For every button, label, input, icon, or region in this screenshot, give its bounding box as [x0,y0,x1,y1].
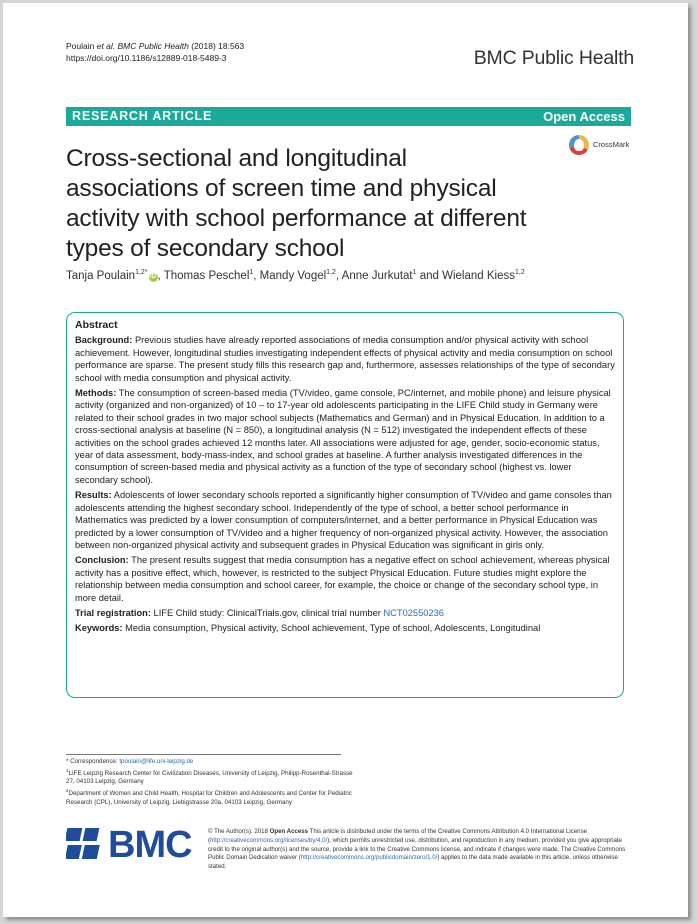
affiliation-number: 2 [66,787,69,793]
citation-line [66,40,244,52]
author-separator: , [253,269,260,282]
journal-name: BMC Public Health [473,47,634,69]
footnote-divider [66,754,341,755]
author[interactable] [342,270,417,282]
affiliation-number: 1 [66,767,69,773]
doi-link[interactable]: https://doi.org/10.1186/s12889-018-5489-3 [66,53,227,63]
abstract-conclusion [75,554,615,604]
author-list [66,269,525,282]
open-access-label: Open Access [543,109,625,124]
author-affiliation: 1 [412,269,417,276]
abstract-trial-registration [75,607,615,619]
correspondence [66,758,356,767]
author-separator: , [335,269,342,282]
section-text: Media consumption, Physical activity, School achievement, Type of school, Adolescents, Longitudinal [125,623,541,634]
author[interactable] [442,270,525,282]
author-affiliation: 1,2 [326,269,336,276]
affiliation-text: LIFE Leipzig Research Center for Civilization Diseases, University of Leipzig, Philipp-Rosenthal-Strasse 27, 04103 Leipzig, Germany [66,769,353,786]
author-name: Tanja Poulain [66,269,136,282]
author-affiliation: 1,2 [515,269,525,276]
license-text-part: ) applies to the data made available in this article, unless otherwise stated. [208,854,618,871]
section-text: LIFE Child study: ClinicalTrials.gov, clinical trial number [153,607,384,618]
section-label: Background: [75,335,133,346]
author[interactable] [260,270,336,282]
bmc-logo-icon [66,825,106,865]
license-text-part: This article is distributed under the terms of the Creative Commons Attribution 4.0 International License ( [208,828,588,844]
crossmark-icon [569,135,589,155]
footnotes [66,758,356,807]
public-domain-url-link[interactable]: http://creativecommons.org/publicdomain/zero/1.0/ [300,854,438,862]
license-text-part: ), which permits unrestricted use, distribution, and reproduction in any medium, provided you give appropriate credit to the original author(s) and the source, provide a link to the Creative Commons license, and indicate if changes were made. The Creative Commons Public Domain Dedication waiver ( [208,836,626,862]
citation-journal: et al. BMC Public Health [96,41,189,51]
correspondence-email-link[interactable]: tpoulain@life.uni-leipzig.de [119,758,194,765]
section-text: Previous studies have already reported associations of media consumption and/or physical activity with school achievement. However, longitudinal studies investigating independent effects of physical activity and media consumption on school performance are sparse. The present study fills this research gap and, furthermore, assesses relationships of the type of secondary school with media consumption and physical activity. [75,335,615,383]
affiliation-1 [66,767,356,787]
citation-authors: Poulain [66,41,97,51]
author-affiliation: 1,2* [135,269,148,276]
abstract-background [75,334,615,384]
open-access-bold: Open Access [269,828,309,835]
bmc-logo-text: BMC [108,824,192,866]
author-name: Wieland Kiess [442,269,515,282]
abstract-box [66,312,624,698]
article-type-label: RESEARCH ARTICLE [72,109,213,123]
correspondence-label: * Correspondence: [66,758,120,765]
abstract-results [75,489,615,551]
license-url-link[interactable]: http://creativecommons.org/licenses/by/4.0/ [210,836,328,844]
author-affiliation: 1 [249,269,254,276]
author[interactable] [164,270,254,282]
author-separator: , [157,269,164,282]
article-type-band [66,107,631,126]
citation-volume: (2018) 18:563 [188,41,245,51]
author-name: Mandy Vogel [259,269,327,282]
affiliation-2 [66,787,356,807]
abstract-methods [75,387,615,486]
citation-header [66,40,244,64]
section-label: Trial registration: [75,607,151,618]
abstract-keywords [75,622,615,634]
orcid-icon[interactable]: iD [150,273,157,280]
section-label: Results: [75,490,112,501]
affiliation-text: Department of Women and Child Health, Hospital for Children and Adolescents and Center for Pediatric Research (CPL), University of Leipzig, Liebigstrasse 20a, 04103 Leipzig, Germany [66,789,352,806]
section-label: Methods: [75,388,117,399]
article-first-page [3,3,688,917]
section-label: Keywords: [75,623,123,634]
section-text: Adolescents of lower secondary schools reported a significantly higher consumption of TV/video and game consoles than adolescents attending the highest secondary school. Independently of the type of school, a better school performance in Mathematics was predicted by a lower consumption of computers/internet, and a better performance in Physical Education was predicted by a lower consumption of TV/video and a higher frequency of non-organized physical activity. However, the association between non-organized physical activity and subsequent grades in Physical Education was significant in girls only. [75,490,612,550]
section-text: The consumption of screen-based media (TV/video, game console, PC/internet, and mobile phone) and leisure physical activity (organized and non-organized) of 10 – to 17-year old adolescents participating in the LIFE Child study in Germany were related to their school grades in two major school subjects (Mathematics and German) and in Physical Education. In addition to a cross-sectional analysis at baseline (N = 850), a longitudinal analysis (N = 512) investigated the independent effects of these activities on the school grades achieved 12 months later. All associations were adjusted for age, gender, socio-economic status, year of data assessment, body-mass-index, and school grades at baseline. A further analysis investigated differences in the consumption of screen-based media and physical activity as a function of the type of secondary school (highest vs. lower secondary school). [75,388,611,485]
bmc-logo [66,823,206,867]
author-name: Thomas Peschel [163,269,250,282]
author-separator: and [416,269,443,282]
section-text: The present results suggest that media consumption has a negative effect on school achievement, whereas physical activity has a positive effect, which, however, is restricted to the subject Physical Education. Future studies might explore the relationship between media consumption and school career, for example, the choice or change of the secondary school type, in more detail. [75,555,610,603]
author[interactable] [66,270,158,282]
section-label: Conclusion: [75,555,129,566]
article-title: Cross-sectional and longitudinal associations of screen time and physical activity with school performance at different types of secondary school [66,145,527,262]
abstract-heading: Abstract [75,319,118,331]
license-statement [208,828,628,872]
trial-number-link[interactable]: NCT02550236 [383,607,444,618]
copyright-prefix: © The Author(s). 2018 [208,828,270,835]
license-text [208,828,628,872]
author-name: Anne Jurkutat [341,269,413,282]
crossmark-label: CrossMark [593,140,630,149]
